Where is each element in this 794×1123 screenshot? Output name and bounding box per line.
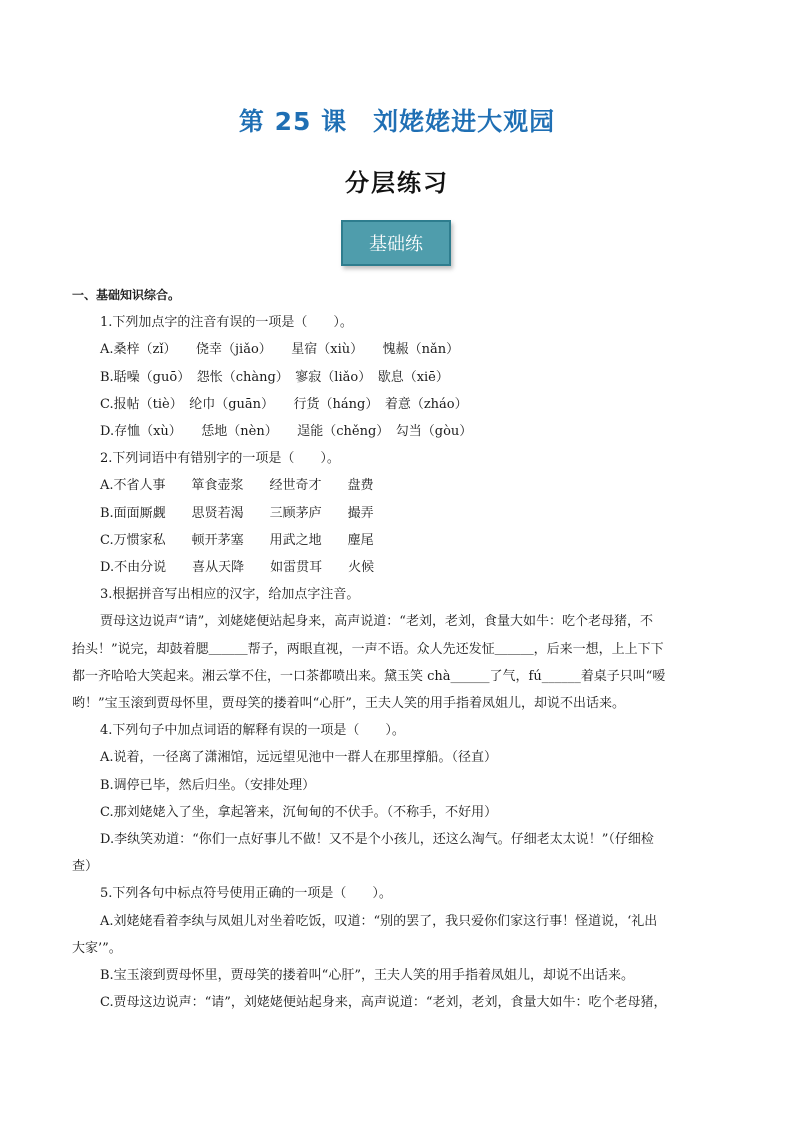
question-2-option-b: B.面面厮觑 思贤若渴 三顾茅庐 撮弄 [100, 505, 374, 521]
question-4-option-a: A.说着，一径离了潇湘馆，远远望见池中一群人在那里撑船。（径直） [100, 750, 498, 766]
level-badge: 基础练 [341, 220, 451, 266]
question-1-stem: 1.下列加点字的注音有误的一项是（ ）。 [100, 315, 353, 331]
practice-subtitle: 分层练习 [345, 169, 449, 197]
question-3-passage-line: 抬头！”说完，却鼓着腮＿＿＿帮子，两眼直视，一声不语。众人先还发怔＿＿＿，后来一想，上上下下 [72, 641, 664, 657]
question-3-passage-line: 都一齐哈哈大笑起来。湘云掌不住，一口茶都喷出来。黛玉笑 chà______了气，fú______着桌子只叫“嗳 [72, 668, 666, 684]
question-3-stem: 3.根据拼音写出相应的汉字，给加点字注音。 [100, 587, 360, 603]
section-heading: 一、基础知识综合。 [72, 288, 181, 302]
question-2-option-a: A.不省人事 箪食壶浆 经世奇才 盘费 [100, 478, 374, 494]
question-5-option-a: A.刘姥姥看着李纨与凤姐儿对坐着吃饭，叹道：“别的罢了，我只爱你们家这行事！怪道说，‘礼出 [100, 913, 658, 929]
question-4-stem: 4.下列句子中加点词语的解释有误的一项是（ ）。 [100, 723, 405, 739]
question-5-option-c: C.贾母这边说声：“请”，刘姥姥便站起身来，高声说道：“老刘，老刘，食量大如牛：吃个老母猪， [100, 995, 667, 1011]
question-2-option-c: C.万惯家私 顿开茅塞 用武之地 麈尾 [100, 532, 374, 548]
question-4-option-b: B.调停已毕，然后归坐。（安排处理） [100, 777, 316, 793]
question-5-option-a-continuation: 大家’”。 [72, 940, 122, 956]
lesson-title: 第 25 课 刘姥姥进大观园 [238, 107, 556, 136]
question-4-option-c: C.那刘姥姥入了坐，拿起箸来，沉甸甸的不伏手。（不称手，不好用） [100, 804, 498, 820]
question-1-option-b: B.聒噪（guō） 怨怅（chàng） 寥寂（liǎo） 歇息（xiē） [100, 369, 449, 385]
exercise-content [72, 282, 724, 1016]
question-4-option-d: D.李纨笑劝道：“你们一点好事儿不做！又不是个小孩儿，还这么淘气。仔细老太太说！”（仔细检 [100, 832, 654, 848]
question-1-option-a: A.桑梓（zǐ） 侥幸（jiǎo） 星宿（xiù） 愧赧（nǎn） [100, 342, 460, 358]
question-3-passage-line: 哟！”宝玉滚到贾母怀里，贾母笑的搂着叫“心肝”，王夫人笑的用手指着凤姐儿，却说不出话来。 [72, 696, 625, 712]
question-2-stem: 2.下列词语中有错别字的一项是（ ）。 [100, 451, 340, 467]
question-2-option-d: D.不由分说 喜从天降 如雷贯耳 火候 [100, 560, 375, 576]
question-5-stem: 5.下列各句中标点符号使用正确的一项是（ ）。 [100, 886, 392, 902]
question-1-option-d: D.存恤（xù） 恁地（nèn） 逞能（chěng） 勾当（gòu） [100, 424, 473, 440]
question-5-option-b: B.宝玉滚到贾母怀里，贾母笑的搂着叫“心肝”，王夫人笑的用手指着凤姐儿，却说不出话来。 [100, 968, 634, 984]
question-3-passage-line: 贾母这边说声“请”，刘姥姥便站起身来，高声说道：“老刘，老刘，食量大如牛：吃个老母猪，不 [100, 614, 653, 630]
question-4-option-d-continuation: 查） [72, 859, 99, 875]
question-1-option-c: C.报帖（tiè） 纶巾（guān） 行货（háng） 着意（zháo） [100, 396, 468, 412]
